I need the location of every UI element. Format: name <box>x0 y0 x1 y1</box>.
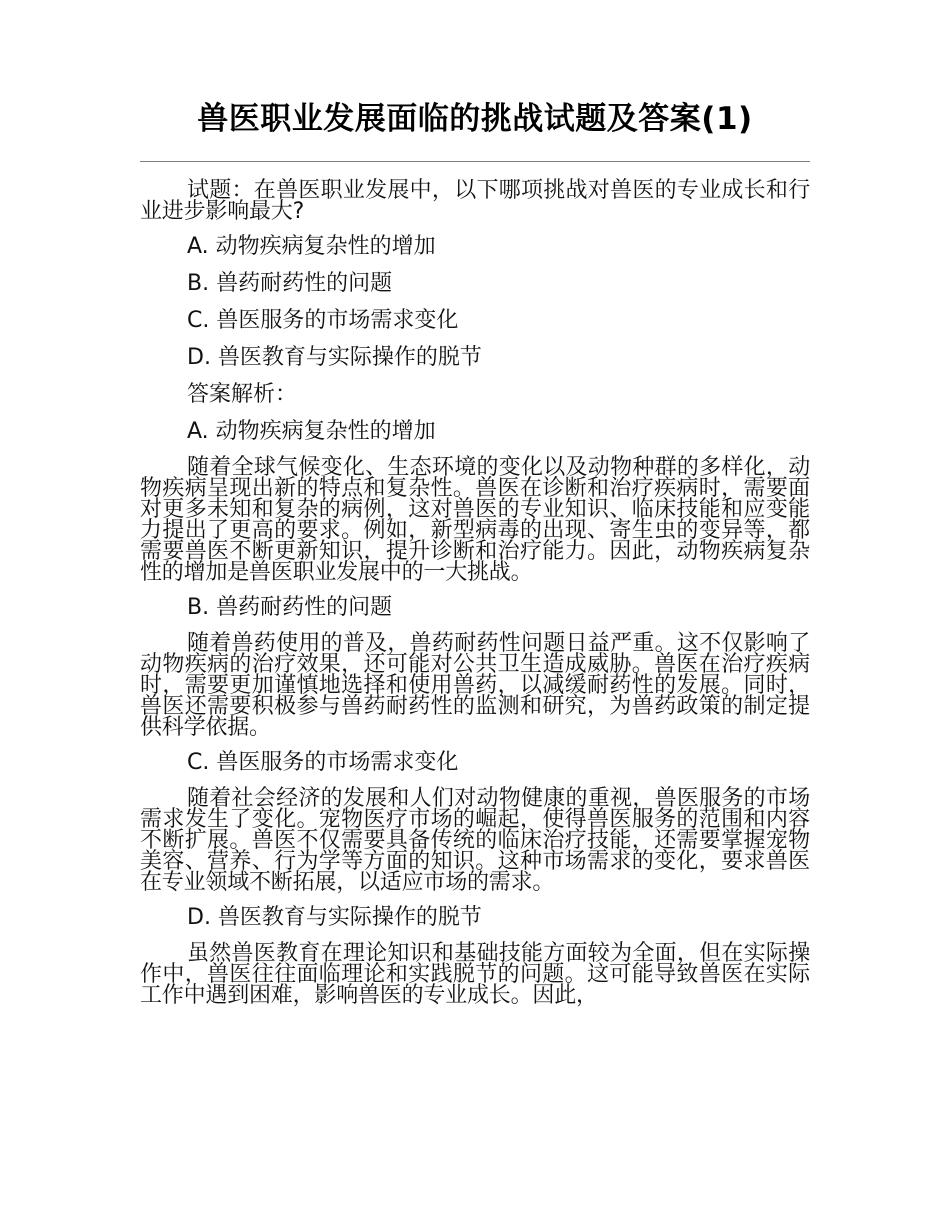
document-title: 兽医职业发展面临的挑战试题及答案(1) <box>197 101 753 137</box>
analysis-text-b: 随着兽药使用的普及，兽药耐药性问题日益严重。这不仅影响了动物疾病的治疗效果，还可能对公共卫生造成威胁。兽医在治疗疾病时，需要更加谨慎地选择和使用兽药，以减缓耐药性的发展。同时，兽医还需要积极参与兽药耐药性的监测和研究，为兽药政策的制定提供科学依据。 <box>140 631 810 740</box>
option-a: A. 动物疾病复杂性的增加 <box>187 234 436 259</box>
option-d: D. 兽医教育与实际操作的脱节 <box>187 345 482 370</box>
title-block <box>140 101 810 137</box>
analysis-text-a: 随着全球气候变化、生态环境的变化以及动物种群的多样化，动物疾病呈现出新的特点和复杂性。兽医在诊断和治疗疾病时，需要面对更多未知和复杂的病例，这对兽医的专业知识、临床技能和应变能力提出了更高的要求。例如，新型病毒的出现、寄生虫的变异等，都需要兽医不断更新知识，提升诊断和治疗能力。因此，动物疾病复杂性的增加是兽医职业发展中的一大挑战。 <box>140 455 810 585</box>
analysis-heading: 答案解析： <box>187 382 298 407</box>
option-c: C. 兽医服务的市场需求变化 <box>187 308 459 333</box>
analysis-label-c: C. 兽医服务的市场需求变化 <box>187 750 459 775</box>
analysis-label-b: B. 兽药耐药性的问题 <box>187 595 393 620</box>
option-b: B. 兽药耐药性的问题 <box>187 271 393 296</box>
analysis-label-a: A. 动物疾病复杂性的增加 <box>187 419 436 444</box>
analysis-text-d: 虽然兽医教育在理论知识和基础技能方面较为全面，但在实际操作中，兽医往往面临理论和实践脱节的问题。这可能导致兽医在实际工作中遇到困难，影响兽医的专业成长。因此， <box>140 941 810 1008</box>
question-stem: 试题：在兽医职业发展中，以下哪项挑战对兽医的专业成长和行业进步影响最大? <box>140 178 810 224</box>
title-underline <box>140 161 810 162</box>
analysis-label-d: D. 兽医教育与实际操作的脱节 <box>187 905 482 930</box>
document-body <box>140 180 810 1006</box>
analysis-text-c: 随着社会经济的发展和人们对动物健康的重视，兽医服务的市场需求发生了变化。宠物医疗市场的崛起，使得兽医服务的范围和内容不断扩展。兽医不仅需要具备传统的临床治疗技能，还需要掌握宠物美容、营养、行为学等方面的知识。这种市场需求的变化，要求兽医在专业领域不断拓展，以适应市场的需求。 <box>140 786 810 895</box>
